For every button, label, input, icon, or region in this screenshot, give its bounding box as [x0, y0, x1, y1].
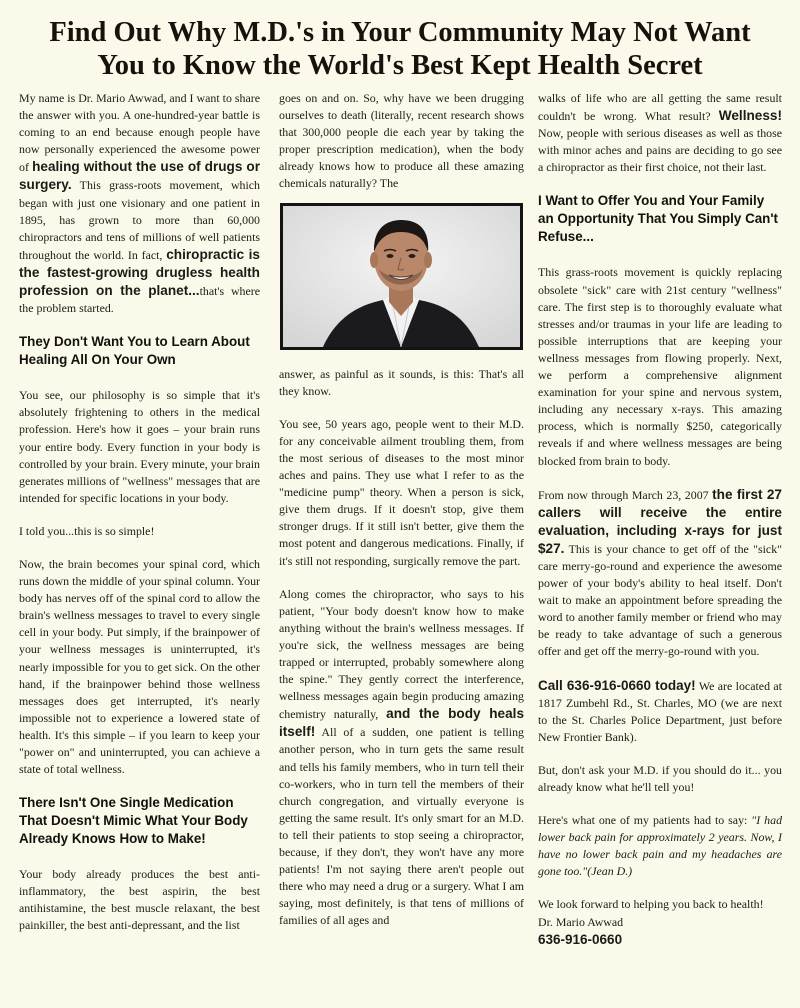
- headline-line-1: Find Out Why M.D.'s in Your Community May Not Want: [49, 17, 751, 48]
- doctor-photo: [280, 203, 523, 350]
- doctor-name: Dr. Mario Awwad: [538, 914, 624, 929]
- highlight-wellness: Wellness!: [718, 108, 782, 124]
- highlight-chiropractic: chiropractic is the fastest-growing drugless health profession on the planet...: [19, 246, 260, 299]
- paragraph-body-produces: Your body already produces the best anti-inflammatory, the best aspirin, the best antihistamine, the best muscle relaxant, the best painkiller, the best anti-depressant, and the list: [19, 867, 260, 933]
- paragraph-testimonial: Here's what one of my patients had to say: "I had lower back pain for approximately 2 years. Now, I have no lower back pain and my headaches are gone too."(Jean D.): [538, 813, 783, 879]
- highlight-offer: the first 27 callers will receive the entire evaluation, including x-rays for just $27.: [538, 486, 782, 556]
- subheading-medication: There Isn't One Single Medication That Doesn't Mimic What Your Body Already Knows How to Make!: [19, 795, 248, 847]
- doctor-portrait-image: [283, 206, 520, 347]
- highlight-body-heals: and the body heals itself!: [279, 706, 525, 740]
- paragraph-dont-ask: But, don't ask your M.D. if you should do it... you already know what he'll tell you!: [538, 762, 782, 794]
- paragraph-grass-roots: This grass-roots movement is quickly replacing obsolete "sick" care with 21st century "wellness" care. The first step is to thoroughly evaluate what stresses and/or traumas in your life are leading to possible interruptions that are keeping your wellness messages from flowing properly. Next, we perform a comprehensive alignment examination for your spine and nervous system, including any necessary x-rays. This amazing process, which is normally $250, categorically reveals if and where wellness messages are being blocked from brain to body.: [538, 265, 782, 468]
- column-3: [538, 90, 782, 948]
- paragraph-so-simple: I told you...this is so simple!: [19, 523, 155, 538]
- column-1: [19, 90, 260, 951]
- closing-line: We look forward to helping you back to health!: [538, 897, 764, 912]
- column-2: [279, 90, 524, 945]
- paragraph-answer: answer, as painful as it sounds, is this: That's all they know.: [279, 366, 524, 398]
- paragraph-wellness-result: walks of life who are all getting the same result couldn't be wrong. What result? Wellness! Now, people with serious diseases as well as those with minor aches and pains are deciding to go see a chiropractor as their first choice, not their last.: [538, 91, 782, 175]
- signature-phone-number[interactable]: 636-916-0660: [538, 931, 623, 947]
- subheading-healing-on-your-own: They Don't Want You to Learn About Healing All On Your Own: [19, 334, 250, 368]
- paragraph-offer: From now through March 23, 2007 the first 27 callers will receive the entire evaluation, including x-rays for just $27. This is your chance to get off of the "sick" care merry-go-round and experience the awesome power of your body's ability to heal itself. Don't wait to make an appointment before spreading the word to another family member or friend who may be ready to take advantage of such a generous offer and get off the merry-go-round with you.: [538, 486, 782, 659]
- paragraph-call: Call 636-916-0660 today! We are located at 1817 Zumbehl Rd., St. Charles, MO (we are next to the St. Charles Police Department, just before New Frontier Bank).: [538, 677, 782, 744]
- subheading-opportunity: I Want to Offer You and Your Family an Opportunity That You Simply Can't Refuse...: [538, 193, 779, 245]
- headline: [0, 16, 800, 82]
- headline-line-2: You to Know the World's Best Kept Health Secret: [97, 50, 703, 81]
- intro-paragraph: My name is Dr. Mario Awwad, and I want to share the answer with you. A one-hundred-year battle is coming to an end because enough people have now personally experienced the awesome power of healing without the use of drugs or surgery. This grass-roots movement, which began with just one visionary and one patient in 1895, has grown to more than 60,000 chiropractors and tens of millions of well patients throughout the world. In fact, chiropractic is the fastest-growing drugless health profession on the planet...that's where the problem started.: [19, 91, 260, 316]
- paragraph-drugging: goes on and on. So, why have we been drugging ourselves to death (literally, recent research shows that 300,000 people die each year by taking the proper prescription medication), when the body already knows how to produce all these amazing chemicals naturally? The: [279, 91, 524, 191]
- paragraph-chiropractor: Along comes the chiropractor, who says to his patient, "Your body doesn't know how to make anything without the brain's wellness messages. If you're sick, the wellness messages are being trapped or interrupted, probably somewhere along the spine." They gently correct the interference, wellness messages again begin producing amazing chemistry naturally, and the body heals itself! All of a sudden, one patient is telling another person, who in turn gets the same result and tells his family members, who in turn tell their co-workers, who in turn tell the members of their church congregation, and virtually everyone is getting the same result. It's only smart for an M.D. to tell their patients to stop seeing a chiropractor, because, if they don't, they won't have any more patients! I'm not saying there aren't people out there who may need a drug or a surgery. What I am saying, most definitely, is that tens of millions of families of all ages and: [279, 586, 525, 928]
- highlight-healing: healing without the use of drugs or surgery.: [19, 159, 260, 193]
- signature-block: [538, 896, 782, 947]
- call-phone-number[interactable]: Call 636-916-0660 today!: [538, 677, 696, 693]
- paragraph-spinal-cord: Now, the brain becomes your spinal cord, which runs down the middle of your spinal column. Your body has nerves off of the spinal cord to allow the brain's wellness messages to travel to every single cell in your body. Put simply, if the brainpower of your wellness messages is uninterrupted, it's nearly impossible for you to get sick. On the other hand, if the brainpower behind those wellness messages does get interrupted, it's nearly impossible not to experience a lowered state of health. It's this simple – if you learn to keep your "power on" and uninterrupted, you can achieve a state of total wellness.: [19, 556, 260, 777]
- paragraph-philosophy: You see, our philosophy is so simple that it's absolutely frightening to others in the medical profession. Here's how it goes – your brain runs your entire body. Every function in your body is controlled by your brain. Every minute, your brain generates millions of "wellness" messages that are intended for specific locations in your body.: [19, 388, 260, 505]
- testimonial-quote: "I had lower back pain for approximately 2 years. Now, I have no lower back pain and my headaches are gone too."(Jean D.): [538, 813, 783, 879]
- paragraph-medicine-pump: You see, 50 years ago, people went to their M.D. for any conceivable ailment troubling them, from the most serious of diseases to the most minor aches and pains. They use what I refer to as the "medicine pump" theory. When a person is sick, give them drugs. If it doesn't stop, give them stronger drugs. If it still isn't better, give them the most potent and dangerous medications. Finally, if it's still not responding, surgically remove the part.: [279, 416, 524, 568]
